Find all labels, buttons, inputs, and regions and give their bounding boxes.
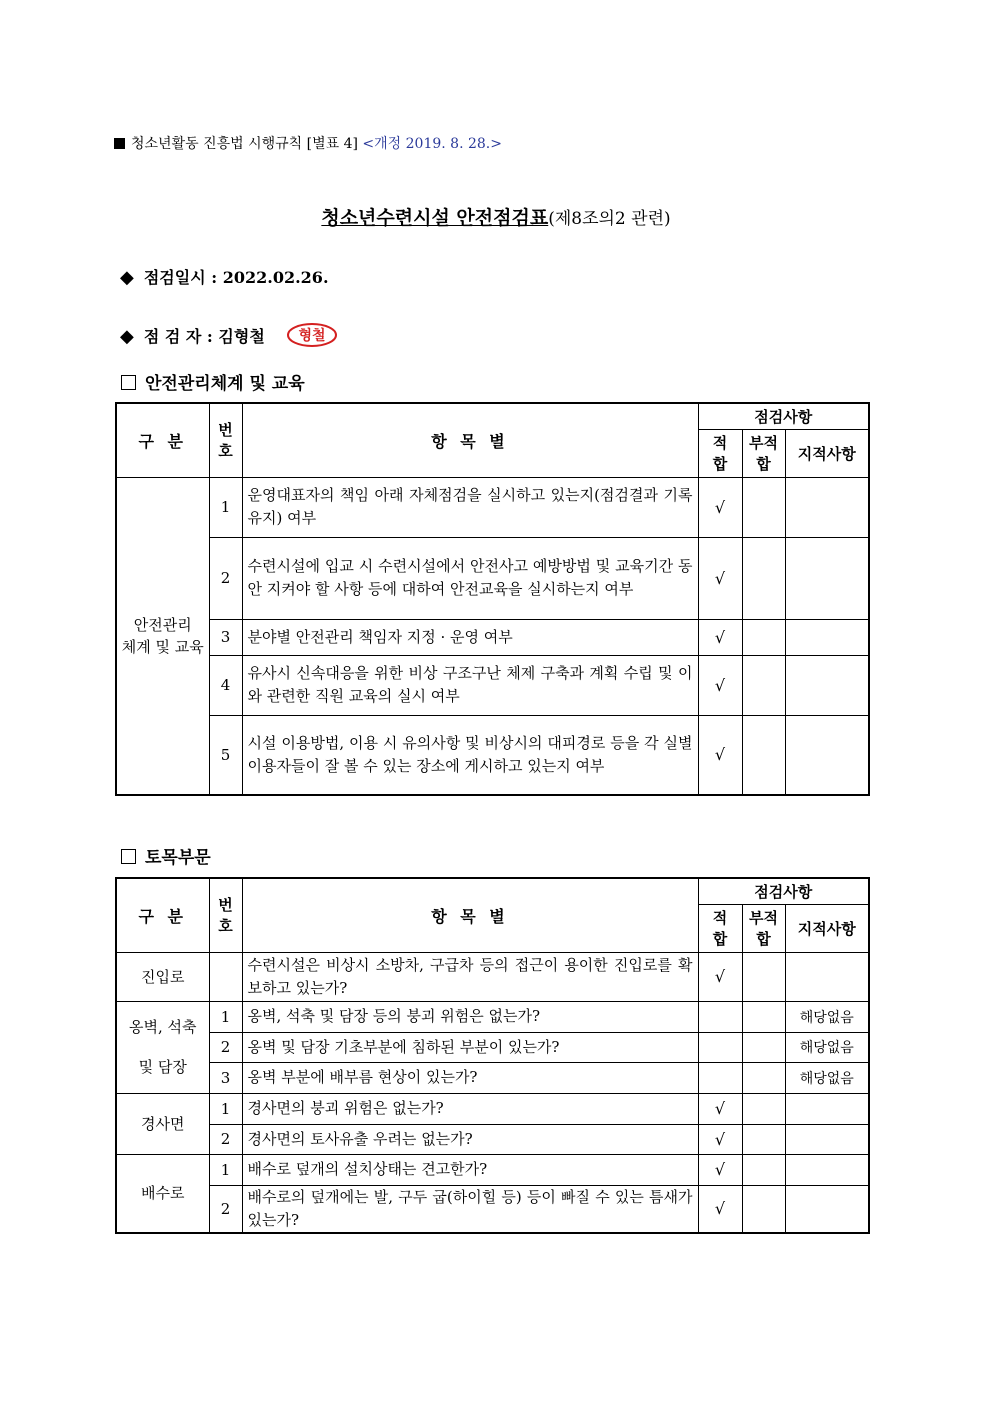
regulation-text: 청소년활동 진흥법 시행규칙 [별표 4] <box>131 136 358 152</box>
item-text: 경사면의 토사유출 우려는 없는가? <box>242 1124 698 1154</box>
item-text: 옹벽 부분에 배부름 현상이 있는가? <box>242 1062 698 1093</box>
title-main: 청소년수련시설 안전점검표 <box>321 207 549 229</box>
fail-cell <box>742 1062 785 1093</box>
remark-cell: 해당없음 <box>785 1032 869 1062</box>
header-category: 구 분 <box>116 878 209 952</box>
fail-cell <box>742 1124 785 1154</box>
pass-cell: √ <box>698 655 742 715</box>
table-row <box>116 619 869 655</box>
table-row <box>116 715 869 795</box>
header-remarks: 지적사항 <box>785 904 869 952</box>
fail-cell <box>742 1154 785 1185</box>
table-row <box>116 537 869 619</box>
date-label: 점검일시 : <box>143 268 218 287</box>
pass-cell: √ <box>698 477 742 537</box>
fail-cell <box>742 952 785 1001</box>
item-text: 옹벽 및 담장 기초부분에 침하된 부분이 있는가? <box>242 1032 698 1062</box>
header-items: 항 목 별 <box>242 878 698 952</box>
fail-cell <box>742 477 785 537</box>
diamond-bullet-icon: ◆ <box>120 267 134 288</box>
remark-cell <box>785 952 869 1001</box>
table-row <box>116 1185 869 1233</box>
header-pass: 적 합 <box>698 904 742 952</box>
pass-cell: √ <box>698 1185 742 1233</box>
item-text: 수련시설은 비상시 소방차, 구급차 등의 접근이 용이한 진입로를 확보하고 있는가? <box>242 952 698 1001</box>
item-text: 운영대표자의 책임 아래 자체점검을 실시하고 있는지(점검결과 기록유지) 여부 <box>242 477 698 537</box>
fail-cell <box>742 655 785 715</box>
item-text: 배수로의 덮개에는 발, 구두 굽(하이힐 등) 등이 빠질 수 있는 틈새가 있는가? <box>242 1185 698 1233</box>
row-number <box>209 952 242 1001</box>
table-row <box>116 1001 869 1032</box>
fail-cell <box>742 1093 785 1124</box>
row-number: 2 <box>209 537 242 619</box>
section-title-safety: 안전관리체계 및 교육 <box>121 369 305 394</box>
item-text: 배수로 덮개의 설치상태는 견고한가? <box>242 1154 698 1185</box>
table-row <box>116 1124 869 1154</box>
remark-cell <box>785 1185 869 1233</box>
fail-cell <box>742 715 785 795</box>
header-check-group: 점검사항 <box>698 878 869 904</box>
item-text: 유사시 신속대응을 위한 비상 구조구난 체제 구축과 계획 수립 및 이와 관련한 직원 교육의 실시 여부 <box>242 655 698 715</box>
fail-cell <box>742 1001 785 1032</box>
table-row <box>116 655 869 715</box>
remark-cell <box>785 1154 869 1185</box>
inspector-name: 김형철 <box>218 327 265 346</box>
row-number: 3 <box>209 1062 242 1093</box>
fail-cell <box>742 537 785 619</box>
header-category: 구 분 <box>116 403 209 477</box>
remark-cell <box>785 715 869 795</box>
header-remarks: 지적사항 <box>785 429 869 477</box>
pass-cell: √ <box>698 715 742 795</box>
svg-text:형철: 형철 <box>298 328 326 344</box>
diamond-bullet-icon: ◆ <box>120 326 134 347</box>
fail-cell <box>742 1185 785 1233</box>
date-value: 2022.02.26. <box>222 268 329 287</box>
fail-cell <box>742 1032 785 1062</box>
pass-cell: √ <box>698 1093 742 1124</box>
pass-cell <box>698 1001 742 1032</box>
black-square-icon <box>114 138 125 149</box>
row-number: 1 <box>209 1001 242 1032</box>
remark-cell <box>785 1124 869 1154</box>
pass-cell: √ <box>698 1124 742 1154</box>
remark-cell: 해당없음 <box>785 1001 869 1032</box>
empty-square-icon <box>121 375 136 390</box>
header-check-group: 점검사항 <box>698 403 869 429</box>
item-text: 경사면의 붕괴 위험은 없는가? <box>242 1093 698 1124</box>
row-number: 2 <box>209 1032 242 1062</box>
remark-cell <box>785 477 869 537</box>
remark-cell <box>785 619 869 655</box>
table-row <box>116 952 869 1001</box>
fail-cell <box>742 619 785 655</box>
table-row <box>116 1154 869 1185</box>
header-number: 번 호 <box>209 878 242 952</box>
civil-checklist-table <box>115 877 870 1234</box>
category-cell: 진입로 <box>116 952 209 1001</box>
item-text: 분야별 안전관리 책임자 지정 · 운영 여부 <box>242 619 698 655</box>
item-text: 시설 이용방법, 이용 시 유의사항 및 비상시의 대피경로 등을 각 실별 이용자들이 잘 볼 수 있는 장소에 게시하고 있는지 여부 <box>242 715 698 795</box>
regulation-header <box>114 133 502 153</box>
pass-cell <box>698 1062 742 1093</box>
row-number: 3 <box>209 619 242 655</box>
pass-cell <box>698 1032 742 1062</box>
title-sub: (제8조의2 관련) <box>548 209 671 229</box>
category-cell: 배수로 <box>116 1154 209 1233</box>
item-text: 옹벽, 석축 및 담장 등의 붕괴 위험은 없는가? <box>242 1001 698 1032</box>
remark-cell <box>785 655 869 715</box>
table-row <box>116 477 869 537</box>
remark-cell <box>785 1093 869 1124</box>
remark-cell: 해당없음 <box>785 1062 869 1093</box>
seal-stamp <box>286 322 338 352</box>
empty-square-icon <box>121 849 136 864</box>
pass-cell: √ <box>698 952 742 1001</box>
remark-cell <box>785 537 869 619</box>
section-title-civil: 토목부문 <box>121 843 211 868</box>
header-number: 번 호 <box>209 403 242 477</box>
row-number: 5 <box>209 715 242 795</box>
category-cell: 안전관리 체계 및 교육 <box>116 477 209 795</box>
table-row <box>116 1032 869 1062</box>
inspector-label: 점 검 자 : <box>143 327 213 346</box>
document-title <box>0 203 992 230</box>
pass-cell: √ <box>698 537 742 619</box>
row-number: 1 <box>209 1093 242 1124</box>
header-items: 항 목 별 <box>242 403 698 477</box>
pass-cell: √ <box>698 619 742 655</box>
row-number: 2 <box>209 1124 242 1154</box>
header-pass: 적 합 <box>698 429 742 477</box>
revision-text: <개정 2019. 8. 28.> <box>362 136 502 152</box>
item-text: 수련시설에 입교 시 수련시설에서 안전사고 예방방법 및 교육기간 동안 지켜야 할 사항 등에 대하여 안전교육을 실시하는지 여부 <box>242 537 698 619</box>
header-fail: 부적 합 <box>742 904 785 952</box>
row-number: 1 <box>209 1154 242 1185</box>
table-row <box>116 1062 869 1093</box>
row-number: 1 <box>209 477 242 537</box>
row-number: 4 <box>209 655 242 715</box>
category-cell: 경사면 <box>116 1093 209 1154</box>
table-row <box>116 1093 869 1124</box>
category-cell: 옹벽, 석축 및 담장 <box>116 1001 209 1093</box>
pass-cell: √ <box>698 1154 742 1185</box>
header-fail: 부적 합 <box>742 429 785 477</box>
inspection-date <box>120 265 329 288</box>
row-number: 2 <box>209 1185 242 1233</box>
inspector-info <box>120 322 338 352</box>
safety-checklist-table <box>115 402 870 796</box>
